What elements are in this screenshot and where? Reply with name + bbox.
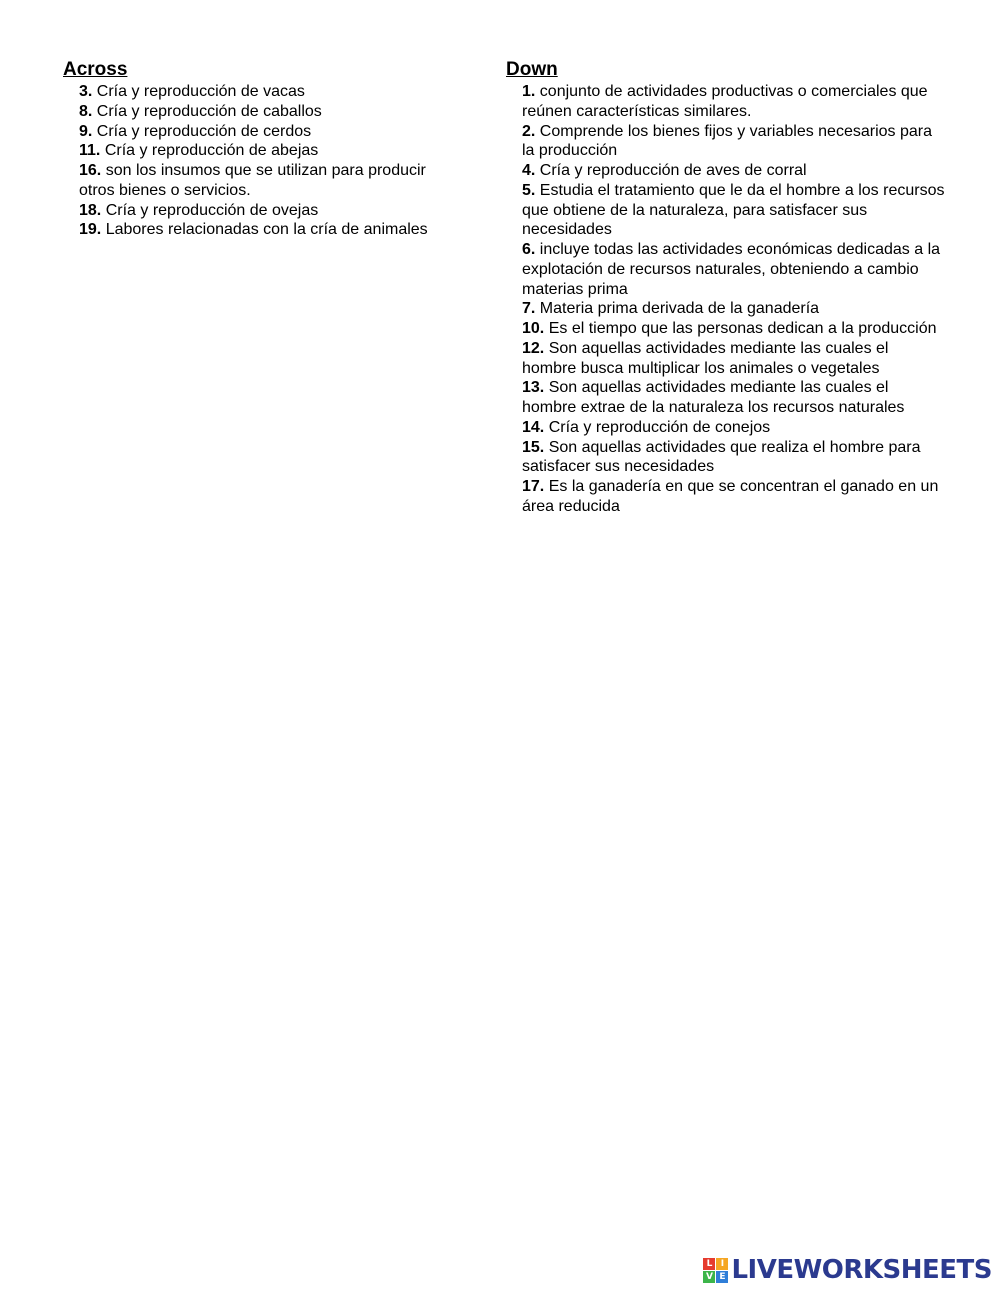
clue-number: 14. xyxy=(522,418,545,436)
clue-text: Cría y reproducción de abejas xyxy=(104,142,319,160)
liveworksheets-logo[interactable] xyxy=(703,1256,992,1284)
clue-number: 19. xyxy=(79,221,102,239)
clue-item xyxy=(79,220,463,240)
clue-item xyxy=(522,438,946,478)
clue-number: 13. xyxy=(522,379,545,397)
down-heading: Down xyxy=(506,59,558,80)
clue-item xyxy=(522,82,946,122)
clue-item xyxy=(522,378,946,418)
clue-number: 18. xyxy=(79,201,102,219)
clue-item xyxy=(522,240,946,299)
clue-text: Cría y reproducción de conejos xyxy=(548,418,771,436)
clue-text: Son aquellas actividades mediante las cuales el hombre extrae de la naturaleza los recursos naturales xyxy=(522,379,905,416)
clue-text: incluye todas las actividades económicas dedicadas a la explotación de recursos naturales, obteniendo a cambio materias prima xyxy=(522,241,941,298)
clue-item xyxy=(522,418,946,438)
logo-tile: L xyxy=(703,1258,715,1270)
clue-item xyxy=(522,299,946,319)
clue-number: 8. xyxy=(79,102,93,120)
clue-item xyxy=(522,122,946,162)
clue-text: Son aquellas actividades mediante las cuales el hombre busca multiplicar los animales o vegetales xyxy=(522,339,889,377)
clue-text: conjunto de actividades productivas o comerciales que reúnen características similares. xyxy=(522,83,928,120)
clue-text: Cría y reproducción de cerdos xyxy=(96,122,312,140)
clue-item xyxy=(79,201,463,221)
clue-item xyxy=(522,339,946,379)
brand-name: LIVEWORKSHEETS xyxy=(731,1255,992,1285)
clue-item xyxy=(79,82,463,102)
clue-number: 6. xyxy=(522,241,536,258)
clue-text: Es el tiempo que las personas dedican a la producción xyxy=(548,320,937,337)
clue-number: 1. xyxy=(522,83,536,100)
clue-number: 5. xyxy=(522,181,536,199)
clue-text: Cría y reproducción de caballos xyxy=(96,102,322,120)
clue-text: Cría y reproducción de ovejas xyxy=(105,201,319,219)
clue-number: 12. xyxy=(522,339,545,357)
clue-text: Son aquellas actividades que realiza el hombre para satisfacer sus necesidades xyxy=(522,438,921,476)
clue-item xyxy=(522,181,946,240)
clue-number: 4. xyxy=(522,162,536,179)
logo-tile: I xyxy=(716,1258,728,1270)
clue-number: 3. xyxy=(79,83,93,100)
clue-text: Es la ganadería en que se concentran el ganado en un área reducida xyxy=(522,478,939,515)
clue-item xyxy=(79,161,463,201)
clue-number: 9. xyxy=(79,122,93,140)
clue-text: Cría y reproducción de aves de corral xyxy=(539,162,807,179)
clue-number: 11. xyxy=(79,142,101,160)
logo-tile: E xyxy=(716,1271,728,1283)
logo-tile: V xyxy=(703,1271,715,1283)
clue-number: 10. xyxy=(522,320,545,337)
clue-text: son los insumos que se utilizan para producir otros bienes o servicios. xyxy=(79,162,426,199)
clue-item xyxy=(79,102,463,122)
clue-number: 15. xyxy=(522,438,545,456)
clue-item xyxy=(522,161,946,181)
clue-text: Cría y reproducción de vacas xyxy=(96,83,305,100)
clue-text: Labores relacionadas con la cría de animales xyxy=(105,221,428,239)
clue-item xyxy=(79,141,463,161)
clue-number: 17. xyxy=(522,478,545,495)
clue-item xyxy=(522,319,946,339)
clue-number: 2. xyxy=(522,122,536,140)
down-section xyxy=(506,59,946,517)
across-clue-list xyxy=(63,82,463,240)
clue-text: Comprende los bienes fijos y variables necesarios para la producción xyxy=(522,122,932,160)
clue-number: 16. xyxy=(79,162,102,179)
across-section xyxy=(63,59,463,240)
down-clue-list xyxy=(506,82,946,517)
clue-item xyxy=(522,477,946,517)
liveworksheets-logo-icon xyxy=(703,1258,728,1283)
across-heading: Across xyxy=(63,59,128,80)
clue-number: 7. xyxy=(522,300,536,318)
clue-item xyxy=(79,122,463,142)
clue-text: Materia prima derivada de la ganadería xyxy=(539,300,820,318)
clue-text: Estudia el tratamiento que le da el hombre a los recursos que obtiene de la naturaleza, para satisfacer sus necesidades xyxy=(522,181,945,239)
